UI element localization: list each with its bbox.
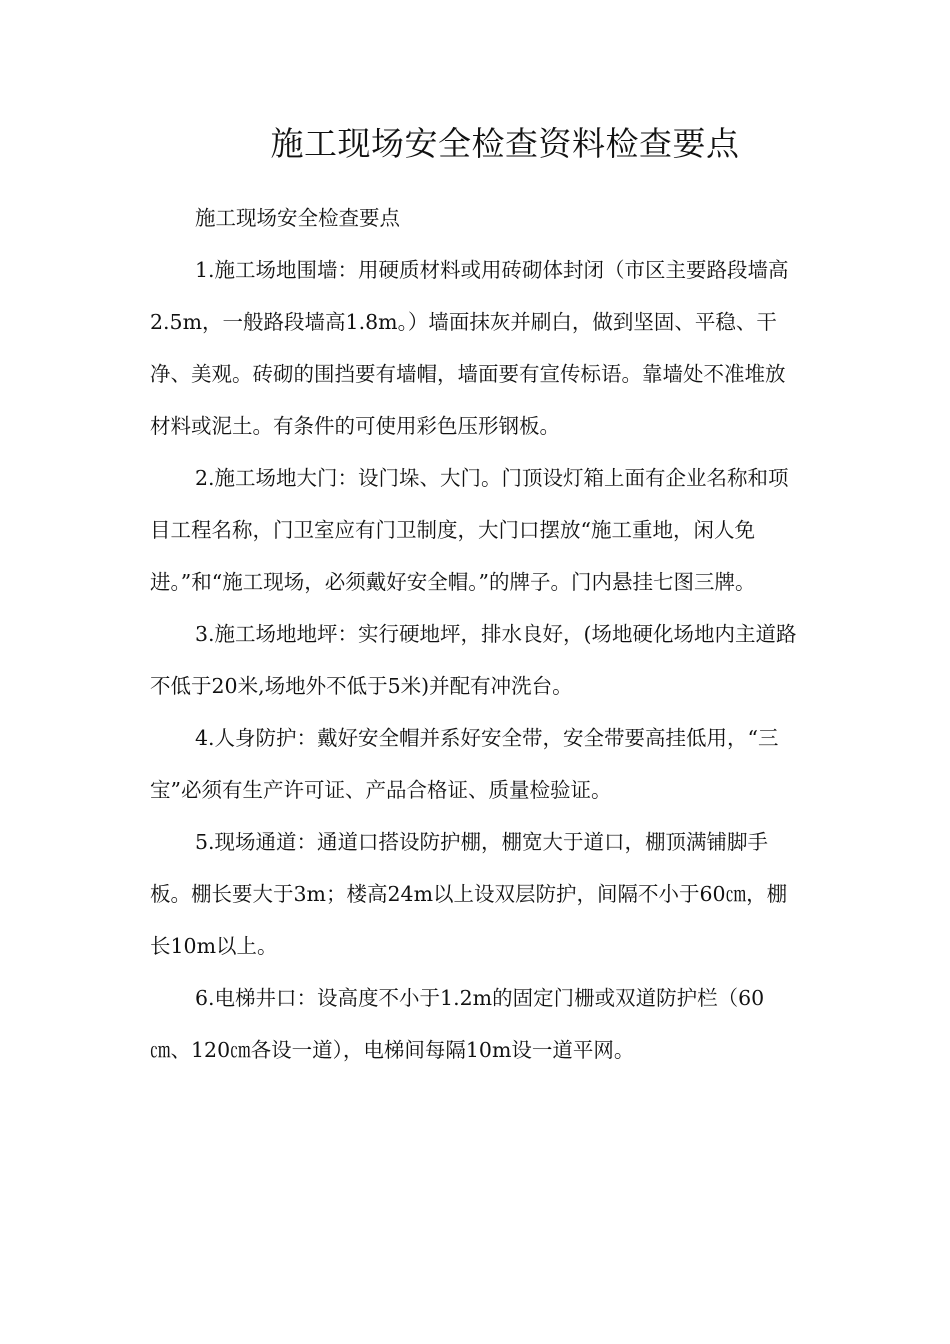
paragraph-personal-protection: 4.人身防护：戴好安全帽并系好安全带，安全带要高挂低用，“三宝”必须有生产许可证、产品合格证、质量检验证。 xyxy=(150,726,779,802)
paragraph-site-gate: 2.施工场地大门：设门垛、大门。门顶设灯箱上面有企业名称和项目工程名称，门卫室应有门卫制度，大门口摆放“施工重地，闲人免进。”和“施工现场，必须戴好安全帽。”的牌子。门内悬挂七图三牌。 xyxy=(150,466,789,594)
paragraph-elevator-shaft: 6.电梯井口：设高度不小于1.2m的固定门栅或双道防护栏（60㎝、120㎝各设一道），电梯间每隔10m设一道平网。 xyxy=(150,986,765,1062)
document-body xyxy=(150,192,802,1076)
paragraph-subtitle: 施工现场安全检查要点 xyxy=(195,206,400,230)
document-title: 施工现场安全检查资料检查要点 xyxy=(270,124,740,163)
paragraph-site-passage: 5.现场通道：通道口搭设防护棚，棚宽大于道口，棚顶满铺脚手板。棚长要大于3m；楼高24m以上设双层防护，间隔不小于60㎝，棚长10m以上。 xyxy=(150,830,788,958)
paragraph-site-wall: 1.施工场地围墙：用硬质材料或用砖砌体封闭（市区主要路段墙高2.5m，一般路段墙高1.8m。）墙面抹灰并刷白，做到坚固、平稳、干净、美观。砖砌的围挡要有墙帽，墙面要有宣传标语。靠墙处不准堆放材料或泥土。有条件的可使用彩色压形钢板。 xyxy=(150,258,789,438)
paragraph-site-ground: 3.施工场地地坪：实行硬地坪，排水良好，(场地硬化场地内主道路不低于20米,场地外不低于5米)并配有冲洗台。 xyxy=(150,622,797,698)
